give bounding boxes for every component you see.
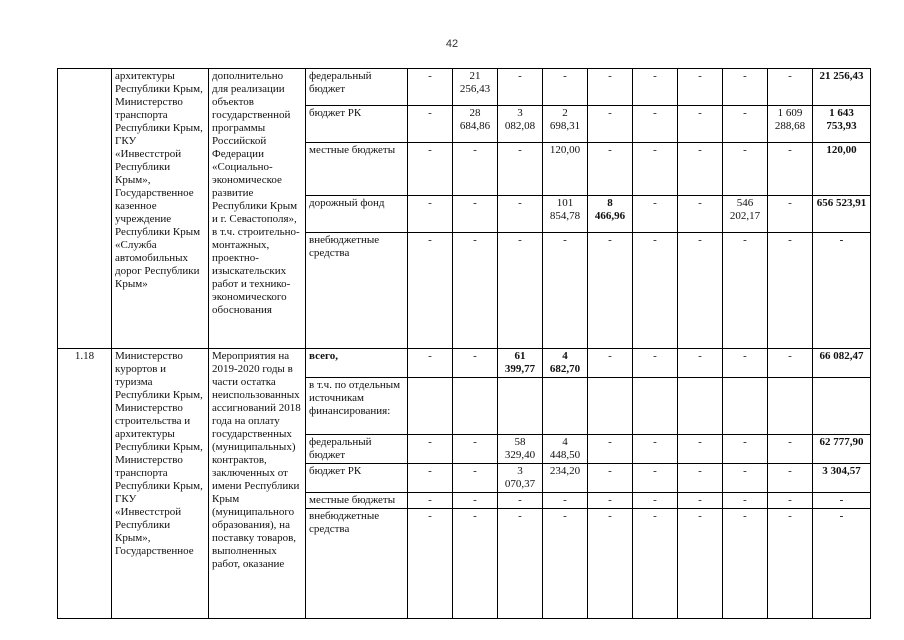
funding-source-cell: бюджет РК [306, 106, 408, 143]
year-value-cell: - [453, 435, 498, 464]
year-value-cell: - [408, 509, 453, 619]
year-value-cell: - [453, 464, 498, 493]
total-value-cell: 1 643 753,93 [813, 106, 871, 143]
total-value-cell: - [813, 233, 871, 349]
year-value-cell: - [723, 143, 768, 196]
funding-source-cell: внебюджетные средства [306, 509, 408, 619]
funding-source-cell: федеральный бюджет [306, 69, 408, 106]
year-value-cell: - [543, 233, 588, 349]
year-value-cell: - [768, 69, 813, 106]
year-value-cell: 4 448,50 [543, 435, 588, 464]
year-value-cell: - [543, 509, 588, 619]
year-value-cell: - [498, 69, 543, 106]
year-value-cell: - [633, 233, 678, 349]
year-value-cell: - [588, 69, 633, 106]
funding-source-cell: местные бюджеты [306, 143, 408, 196]
year-value-cell: - [768, 464, 813, 493]
year-value-cell: - [498, 196, 543, 233]
year-value-cell: - [633, 69, 678, 106]
year-value-cell: - [633, 509, 678, 619]
funding-source-cell: местные бюджеты [306, 493, 408, 509]
year-value-cell: - [633, 349, 678, 378]
year-value-cell [453, 378, 498, 435]
table-row [58, 69, 871, 106]
year-value-cell: - [768, 493, 813, 509]
budget-table [57, 68, 871, 619]
year-value-cell: - [453, 233, 498, 349]
year-value-cell: - [768, 349, 813, 378]
year-value-cell: 2 698,31 [543, 106, 588, 143]
total-value-cell: - [813, 493, 871, 509]
year-value-cell: - [588, 493, 633, 509]
year-value-cell: 61 399,77 [498, 349, 543, 378]
year-value-cell: - [768, 233, 813, 349]
year-value-cell: - [633, 493, 678, 509]
year-value-cell [498, 378, 543, 435]
year-value-cell: - [678, 349, 723, 378]
total-value-cell: 21 256,43 [813, 69, 871, 106]
year-value-cell: - [453, 349, 498, 378]
year-value-cell: - [543, 493, 588, 509]
year-value-cell: - [723, 509, 768, 619]
year-value-cell: - [633, 106, 678, 143]
year-value-cell: - [678, 493, 723, 509]
year-value-cell: - [588, 349, 633, 378]
year-value-cell: - [543, 69, 588, 106]
year-value-cell: - [723, 349, 768, 378]
year-value-cell: - [768, 196, 813, 233]
year-value-cell: - [723, 69, 768, 106]
page-number: 42 [445, 38, 459, 50]
year-value-cell: - [498, 233, 543, 349]
year-value-cell: - [408, 464, 453, 493]
funding-source-cell: внебюджетные средства [306, 233, 408, 349]
year-value-cell: 3 070,37 [498, 464, 543, 493]
year-value-cell: - [723, 106, 768, 143]
year-value-cell [768, 378, 813, 435]
year-value-cell: 21 256,43 [453, 69, 498, 106]
year-value-cell: - [723, 493, 768, 509]
year-value-cell: - [768, 143, 813, 196]
total-value-cell: 3 304,57 [813, 464, 871, 493]
year-value-cell: 58 329,40 [498, 435, 543, 464]
year-value-cell: - [678, 509, 723, 619]
year-value-cell: - [678, 196, 723, 233]
total-value-cell [813, 378, 871, 435]
year-value-cell: - [408, 233, 453, 349]
year-value-cell: 234,20 [543, 464, 588, 493]
year-value-cell: - [408, 435, 453, 464]
year-value-cell: - [498, 493, 543, 509]
year-value-cell: - [588, 435, 633, 464]
year-value-cell: 1 609 288,68 [768, 106, 813, 143]
item-number-cell: 1.18 [58, 349, 112, 619]
total-value-cell: 120,00 [813, 143, 871, 196]
year-value-cell: - [678, 435, 723, 464]
year-value-cell: - [723, 233, 768, 349]
year-value-cell: - [633, 196, 678, 233]
year-value-cell: - [453, 509, 498, 619]
year-value-cell [723, 378, 768, 435]
total-value-cell: 62 777,90 [813, 435, 871, 464]
year-value-cell: - [408, 196, 453, 233]
budget-table-container [57, 68, 871, 619]
year-value-cell: - [408, 106, 453, 143]
year-value-cell: - [453, 196, 498, 233]
funding-source-cell: в т.ч. по отдельным источникам финансирования: [306, 378, 408, 435]
year-value-cell [678, 378, 723, 435]
year-value-cell [543, 378, 588, 435]
year-value-cell: - [678, 143, 723, 196]
year-value-cell: - [408, 143, 453, 196]
total-value-cell: 656 523,91 [813, 196, 871, 233]
table-row [58, 349, 871, 378]
funding-source-cell: федеральный бюджет [306, 435, 408, 464]
year-value-cell: 101 854,78 [543, 196, 588, 233]
executor-cell: архитектуры Республики Крым, Министерство транспорта Республики Крым, ГКУ «Инвестстрой Республики Крым», Государственное казенное учреждение Республики Крым «Служба автомобильных дорог Республики Крым» [112, 69, 209, 349]
year-value-cell: - [408, 69, 453, 106]
year-value-cell: 3 082,08 [498, 106, 543, 143]
year-value-cell: - [498, 143, 543, 196]
year-value-cell: - [723, 435, 768, 464]
year-value-cell: 28 684,86 [453, 106, 498, 143]
year-value-cell: 120,00 [543, 143, 588, 196]
funding-source-cell: бюджет РК [306, 464, 408, 493]
year-value-cell: - [723, 464, 768, 493]
year-value-cell [633, 378, 678, 435]
year-value-cell: - [768, 435, 813, 464]
year-value-cell: - [768, 509, 813, 619]
year-value-cell: - [498, 509, 543, 619]
year-value-cell: - [633, 435, 678, 464]
year-value-cell: - [453, 143, 498, 196]
measure-cell: дополнительно для реализации объектов государственной программы Российской Федерации «Социально-экономическое развитие Республики Крым и г. Севастополя», в т.ч. строительно-монтажных, проектно-изыскательских работ и технико-экономического обоснования [209, 69, 306, 349]
year-value-cell [588, 378, 633, 435]
year-value-cell: - [408, 349, 453, 378]
year-value-cell: - [678, 464, 723, 493]
year-value-cell: - [633, 143, 678, 196]
executor-cell: Министерство курортов и туризма Республики Крым, Министерство строительства и архитектуры Республики Крым, Министерство транспорта Республики Крым, ГКУ «Инвестстрой Республики Крым», Государственное [112, 349, 209, 619]
year-value-cell: - [588, 106, 633, 143]
year-value-cell: - [453, 493, 498, 509]
year-value-cell: 4 682,70 [543, 349, 588, 378]
year-value-cell: - [633, 464, 678, 493]
year-value-cell: - [678, 106, 723, 143]
year-value-cell [408, 378, 453, 435]
year-value-cell: 546 202,17 [723, 196, 768, 233]
year-value-cell: - [588, 233, 633, 349]
item-number-cell [58, 69, 112, 349]
funding-source-cell: дорожный фонд [306, 196, 408, 233]
year-value-cell: - [588, 143, 633, 196]
year-value-cell: - [588, 509, 633, 619]
year-value-cell: - [408, 493, 453, 509]
year-value-cell: - [678, 69, 723, 106]
year-value-cell: - [678, 233, 723, 349]
measure-cell: Мероприятия на 2019-2020 годы в части остатка неиспользованных ассигнований 2018 года на оплату государственных (муниципальных) контрактов, заключенных от имени Республики Крым (муниципального образования), на поставку товаров, выполненных работ, оказание [209, 349, 306, 619]
funding-source-cell: всего, [306, 349, 408, 378]
total-value-cell: 66 082,47 [813, 349, 871, 378]
total-value-cell: - [813, 509, 871, 619]
year-value-cell: 8 466,96 [588, 196, 633, 233]
year-value-cell: - [588, 464, 633, 493]
